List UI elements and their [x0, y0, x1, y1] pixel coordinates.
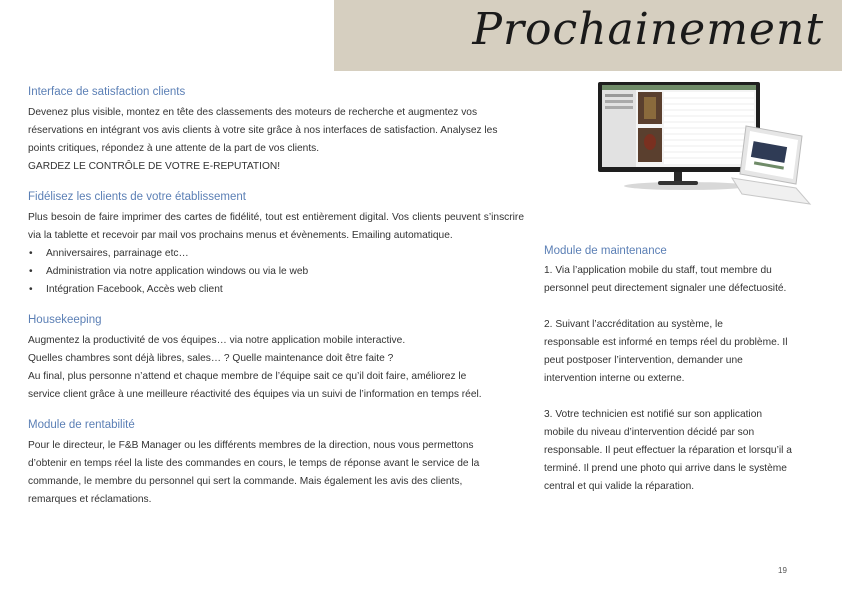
paragraph [28, 332, 524, 404]
text-line: responsable est informé en temps réel du problème. Il [544, 337, 788, 348]
text-line: Devenez plus visible, montez en tête des classements des moteurs de recherche et augmentez vos [28, 107, 478, 118]
header-band [334, 0, 842, 71]
paragraph [544, 316, 814, 388]
text-line: 2. Suivant l’accréditation au système, le [544, 319, 723, 330]
section-title: Housekeeping [28, 314, 102, 326]
text-line: Pour le directeur, le F&B Manager ou les différents membres de la direction, nous vous permettons [28, 440, 474, 451]
text-line: personnel peut directement signaler une défectuosité. [544, 283, 787, 294]
bullet-list [28, 245, 524, 299]
text-line: GARDEZ LE CONTRÔLE DE VOTRE E-REPUTATION! [28, 161, 281, 172]
text-line: central et qui valide la réparation. [544, 481, 695, 492]
page-title: Prochainement [472, 4, 824, 55]
section-title: Module de rentabilité [28, 419, 135, 431]
text-line: Quelles chambres sont déjà libres, sales… ? Quelle maintenance doit être faite ? [28, 353, 394, 364]
section-rentabilite [28, 417, 524, 509]
paragraph: Plus besoin de faire imprimer des cartes de fidélité, tout est entièrement digital. Vos clients peuvent s’inscrire via la tablette et recevoir par mail vos prochains menus et évènements. Emailing automatique. [28, 212, 524, 241]
text-line: intervention interne ou externe. [544, 373, 685, 384]
monitor-image [598, 82, 760, 185]
text-line: service client grâce à une meilleure réactivité des équipes via un suivi de l’information en temps réel. [28, 389, 482, 400]
section-title: Module de maintenance [544, 245, 667, 257]
paragraph [28, 437, 524, 509]
section-satisfaction [28, 84, 524, 176]
paragraph [544, 406, 814, 496]
section-fidelisation [28, 189, 524, 299]
text-line: remarques et réclamations. [28, 494, 152, 505]
page-number: 19 [778, 566, 787, 575]
text-line: terminé. Il prend une photo qui arrive dans le système [544, 463, 787, 474]
right-column [544, 243, 814, 514]
list-item: • Intégration Facebook, Accès web client [28, 281, 524, 299]
text-line: Augmentez la productivité de vos équipes… via notre application mobile interactive. [28, 335, 406, 346]
text-line: 1. Via l’application mobile du staff, tout membre du [544, 265, 772, 276]
list-item: • Anniversaires, parrainage etc… [28, 245, 524, 263]
text-line: Au final, plus personne n’attend et chaque membre de l’équipe sait ce qu’il doit faire, améliorez le [28, 371, 467, 382]
paragraph [28, 104, 524, 176]
text-line: réservations en intégrant vos avis clients à votre site grâce à nos interfaces de satisfaction. Analysez les [28, 125, 498, 136]
text-line: points critiques, répondez à une attente de la part de vos clients. [28, 143, 320, 154]
section-title: Interface de satisfaction clients [28, 86, 186, 98]
text-line: commande, le membre du personnel qui sert la commande. Mais également les avis des clients, [28, 476, 463, 487]
text-line: mobile du niveau d’intervention décidé par son [544, 427, 755, 438]
text-line: responsable. Il peut effectuer la réparation et lorsqu’il a [544, 445, 792, 456]
devices-illustration [596, 80, 814, 210]
section-title: Fidélisez les clients de votre établissement [28, 191, 246, 203]
left-column [28, 84, 524, 522]
text-line: d’obtenir en temps réel la liste des commandes en cours, le temps de réponse avant le service de la [28, 458, 480, 469]
paragraph [544, 262, 814, 298]
text-line: 3. Votre technicien est notifié sur son application [544, 409, 763, 420]
text-line: peut postposer l’intervention, demander une [544, 355, 743, 366]
list-item: • Administration via notre application windows ou via le web [28, 263, 524, 281]
section-housekeeping [28, 312, 524, 404]
